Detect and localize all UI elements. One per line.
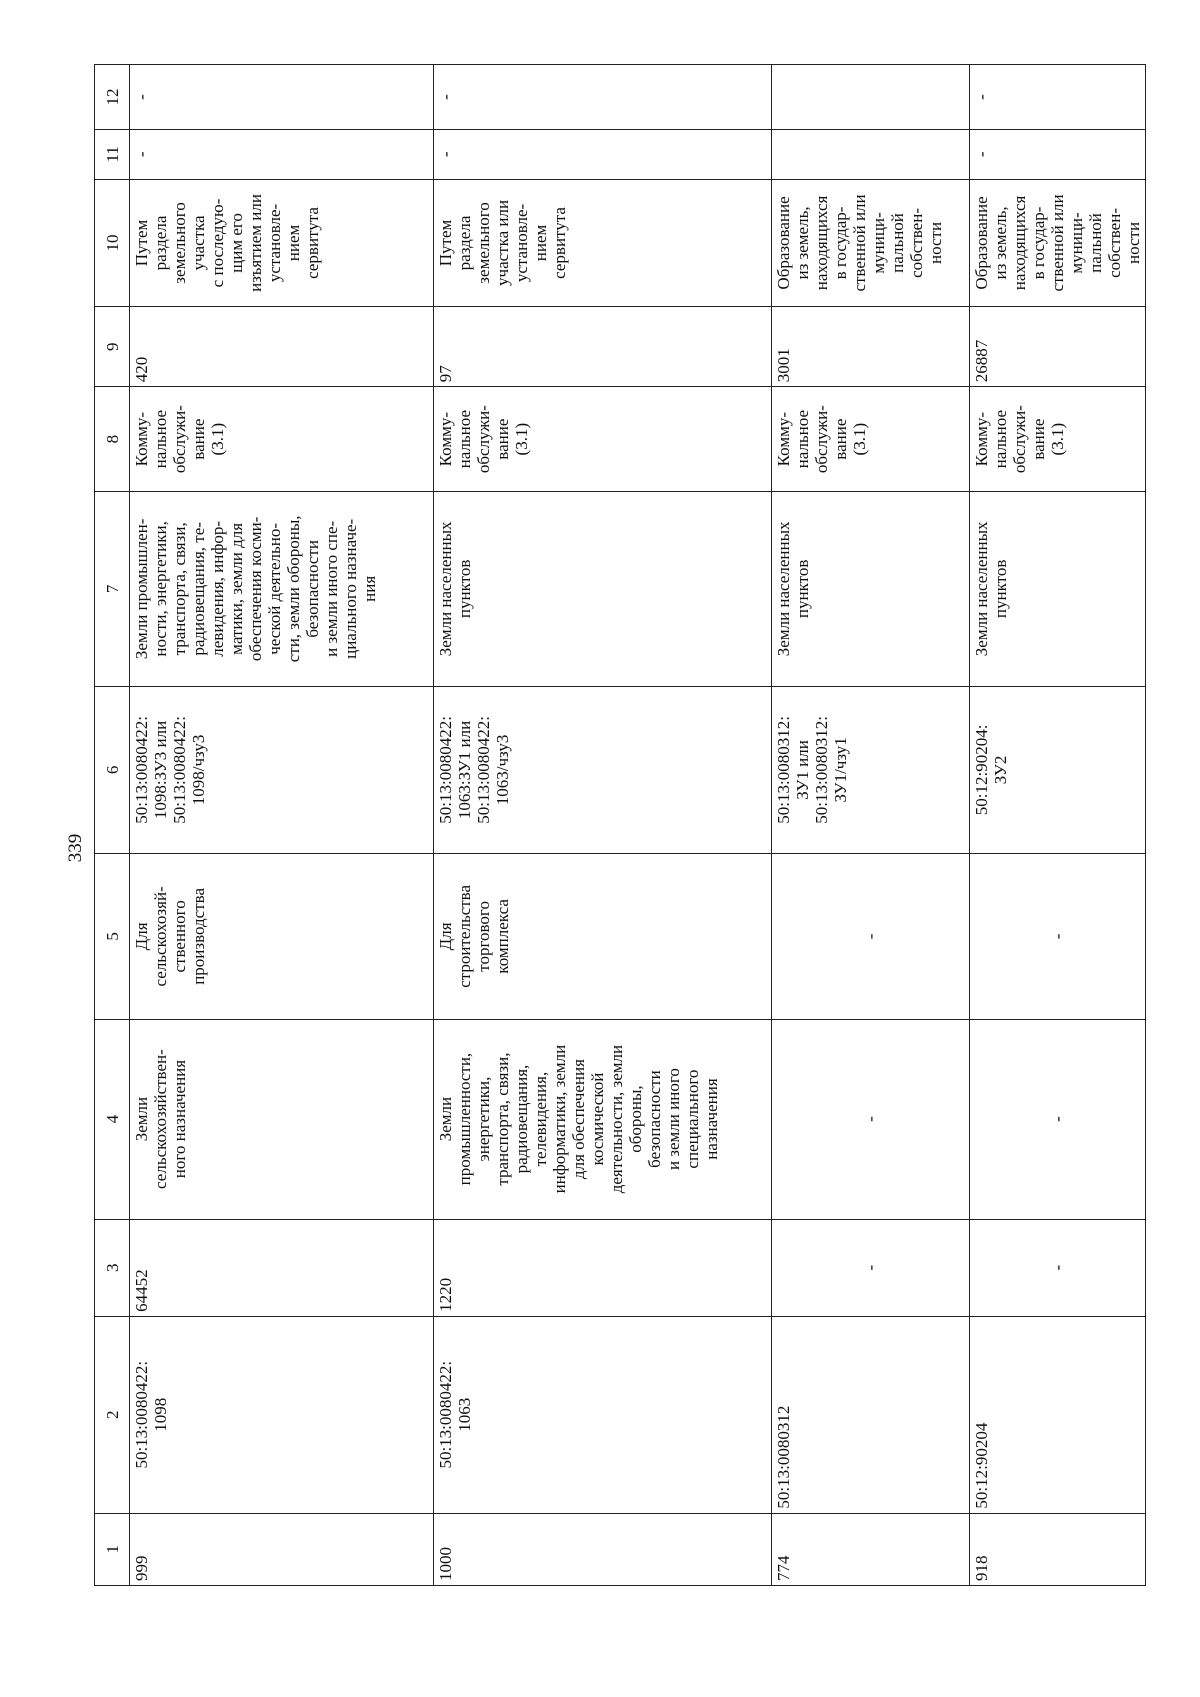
cell-new-plot-id: 50:12:90204: ЗУ2 (970, 686, 1146, 854)
cell-col-11: - (130, 129, 434, 179)
cell-col-12: - (130, 65, 434, 130)
cell-new-land-category: Земли населенных пунктов (970, 492, 1146, 687)
cell-formation-method: Путем раздела земельного участка или установле- нием сервитута (434, 179, 772, 307)
cell-area: - (970, 1219, 1146, 1316)
page-number: 339 (65, 833, 86, 863)
cell-permitted-use: Для строительства торгового комплекса (434, 854, 772, 1019)
header-row (95, 65, 130, 1586)
cell-new-area: 26887 (970, 307, 1146, 387)
cell-permitted-use: - (772, 854, 970, 1019)
cell-land-category: Земли промышленности, энергетики, транспорта, связи, радиовещания, телевидения, информатики, земли для обеспечения космической деятельности, земли обороны, безопасности и земли иного специального назначения (434, 1019, 772, 1219)
cell-formation-method: Образование из земель, находящихся в государ- ственной или муници- пальной собствен- ности (772, 179, 970, 307)
table-row (772, 65, 970, 1586)
col-header-3: 3 (95, 1219, 130, 1316)
col-header-12: 12 (95, 65, 130, 130)
table-row (130, 65, 434, 1586)
cell-col-12: - (434, 65, 772, 130)
col-header-1: 1 (95, 1513, 130, 1585)
cell-new-permitted-use: Комму- нальное обслужи- вание (3.1) (434, 387, 772, 492)
land-plots-table (94, 64, 1146, 1586)
cell-col-11: - (434, 129, 772, 179)
cell-new-plot-id: 50:13:0080422: 1098:ЗУ3 или 50:13:0080422: 1098/чзу3 (130, 686, 434, 854)
col-header-9: 9 (95, 307, 130, 387)
cell-new-plot-id: 50:13:0080312: ЗУ1 или 50:13:0080312: ЗУ1/чзу1 (772, 686, 970, 854)
cell-area: 1220 (434, 1219, 772, 1316)
rotated-table-container (94, 64, 1143, 1586)
cell-number: 918 (970, 1513, 1146, 1585)
col-header-2: 2 (95, 1316, 130, 1513)
cell-new-area: 420 (130, 307, 434, 387)
col-header-11: 11 (95, 129, 130, 179)
cell-cadastral-number: 50:12:90204 (970, 1316, 1146, 1513)
col-header-10: 10 (95, 179, 130, 307)
cell-new-area: 97 (434, 307, 772, 387)
cell-new-plot-id: 50:13:0080422: 1063:ЗУ1 или 50:13:0080422: 1063/чзу3 (434, 686, 772, 854)
cell-new-permitted-use: Комму- нальное обслужи- вание (3.1) (772, 387, 970, 492)
cell-col-11: - (970, 129, 1146, 179)
cell-new-land-category: Земли промышлен- ности, энергетики, транспорта, связи, радиовещания, те- левидения, инфор- матики, земли для обеспечения косми- ческой деятельно- сти, земли обороны, безопасности и земли иного спе- циального назначе- ния (130, 492, 434, 687)
col-header-6: 6 (95, 686, 130, 854)
table-row (434, 65, 772, 1586)
col-header-8: 8 (95, 387, 130, 492)
cell-new-area: 3001 (772, 307, 970, 387)
cell-formation-method: Путем раздела земельного участка с последую- щим его изъятием или установле- нием сервитута (130, 179, 434, 307)
table-row (970, 65, 1146, 1586)
cell-cadastral-number: 50:13:0080422: 1098 (130, 1316, 434, 1513)
cell-land-category: - (772, 1019, 970, 1219)
col-header-7: 7 (95, 492, 130, 687)
cell-col-11 (772, 129, 970, 179)
cell-permitted-use: Для сельскохозяй- ственного производства (130, 854, 434, 1019)
cell-col-12 (772, 65, 970, 130)
cell-new-land-category: Земли населенных пунктов (434, 492, 772, 687)
cell-area: - (772, 1219, 970, 1316)
cell-permitted-use: - (970, 854, 1146, 1019)
cell-number: 774 (772, 1513, 970, 1585)
cell-land-category: - (970, 1019, 1146, 1219)
cell-formation-method: Образование из земель, находящихся в государ- ственной или муници- пальной собствен- ности (970, 179, 1146, 307)
cell-col-12: - (970, 65, 1146, 130)
cell-land-category: Земли сельскохозяйствен- ного назначения (130, 1019, 434, 1219)
cell-new-permitted-use: Комму- нальное обслужи- вание (3.1) (130, 387, 434, 492)
cell-area: 64452 (130, 1219, 434, 1316)
cell-cadastral-number: 50:13:0080422: 1063 (434, 1316, 772, 1513)
cell-new-permitted-use: Комму- нальное обслужи- вание (3.1) (970, 387, 1146, 492)
cell-new-land-category: Земли населенных пунктов (772, 492, 970, 687)
cell-cadastral-number: 50:13:0080312 (772, 1316, 970, 1513)
col-header-5: 5 (95, 854, 130, 1019)
col-header-4: 4 (95, 1019, 130, 1219)
cell-number: 1000 (434, 1513, 772, 1585)
cell-number: 999 (130, 1513, 434, 1585)
